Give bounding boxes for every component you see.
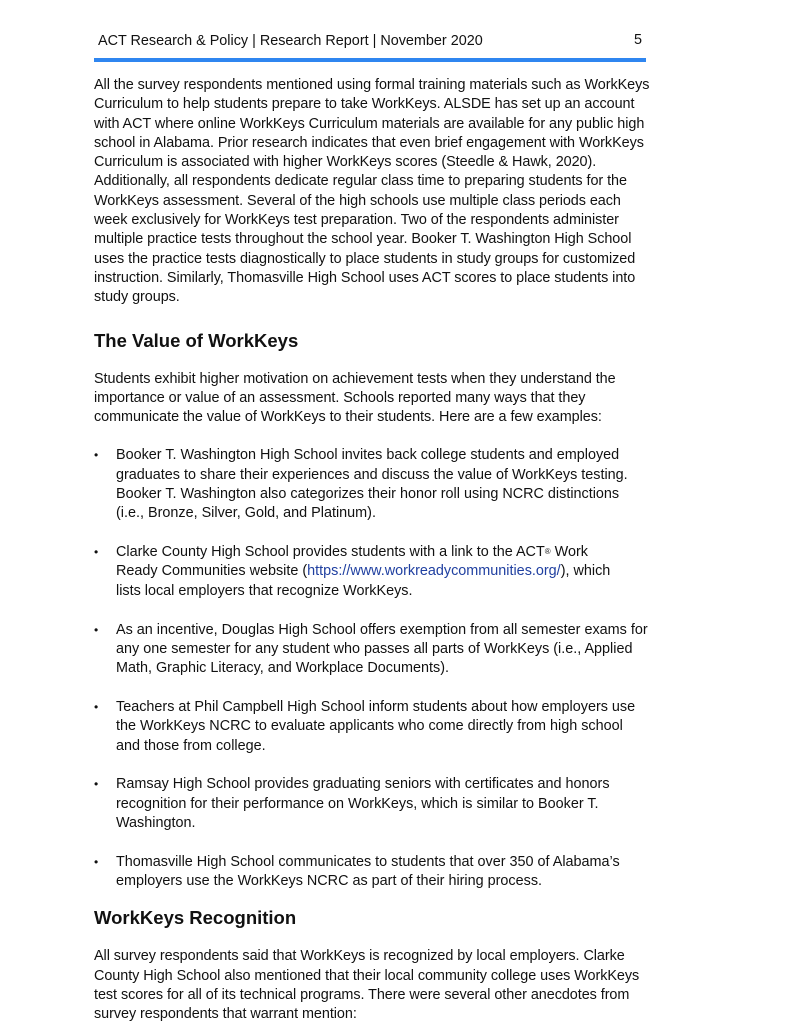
list-item-text: As an incentive, Douglas High School offers exemption from all semester exams for any one semester for any student who passes all parts of WorkKeys (i.e., Applied Math, Graphic Literacy, and Workplace Documents). bbox=[116, 621, 648, 677]
heading-workkeys-recognition: WorkKeys Recognition bbox=[94, 907, 297, 929]
list-item-text: Ramsay High School provides graduating seniors with certificates and honors recognition for their performance on WorkKeys, which is similar to Booker T. Washington. bbox=[116, 776, 610, 831]
list-item bbox=[94, 621, 650, 679]
list-item bbox=[94, 775, 650, 833]
workreadycommunities-link[interactable]: https://www.workreadycommunities.org/ bbox=[307, 563, 561, 580]
heading-value-of-workkeys: The Value of WorkKeys bbox=[94, 329, 299, 351]
list-item bbox=[94, 543, 650, 601]
list-item-text: ), which lists local employers that recognize WorkKeys. bbox=[116, 563, 611, 599]
list-item-text: Teachers at Phil Campbell High School inform students about how employers use the WorkKeys NCRC to evaluate applicants who come directly from high school and those from college. bbox=[116, 698, 636, 754]
list-item-text: Thomasville High School communicates to students that over 350 of Alabama’s employers use the WorkKeys NCRC as part of their hiring process. bbox=[116, 853, 620, 889]
recognition-paragraph: All survey respondents said that WorkKeys is recognized by local employers. Clarke County High School also mentioned that their local community college uses WorkKeys test scores for all of its technical programs. There were several other anecdotes from survey respondents that warrant mention: bbox=[94, 948, 640, 1023]
bullet-icon: • bbox=[94, 854, 99, 869]
value-intro-paragraph: Students exhibit higher motivation on achievement tests when they understand the importance or value of an assessment. Schools reported many ways that they communicate the value of WorkKeys to their students. Here are a few examples: bbox=[94, 370, 616, 426]
list-item-text: Booker T. Washington High School invites back college students and employed graduates to share their experiences and discuss the value of WorkKeys testing. Booker T. Washington also categorizes their honor roll using NCRC distinctions (i.e., Bronze, Silver, Gold, and Platinum). bbox=[116, 447, 628, 522]
header-rule-divider bbox=[94, 58, 646, 62]
bullet-icon: • bbox=[94, 622, 99, 637]
list-item bbox=[94, 853, 650, 892]
running-header-title: ACT Research & Policy | Research Report | November 2020 bbox=[98, 33, 483, 49]
value-examples-list bbox=[94, 446, 650, 891]
bullet-icon: • bbox=[94, 545, 99, 560]
list-item-text: Work Ready Communities website ( bbox=[116, 544, 588, 580]
list-item bbox=[94, 698, 650, 756]
page-header bbox=[94, 30, 646, 52]
page-content bbox=[94, 76, 664, 1024]
page-number: 5 bbox=[633, 32, 642, 48]
bullet-icon: • bbox=[94, 699, 99, 714]
intro-paragraph: All the survey respondents mentioned using formal training materials such as WorkKeys Curriculum to help students prepare to take WorkKeys. ALSDE has set up an account with ACT where online WorkKeys Curriculum materials are available for any public high school in Alabama. Prior research indicates that even brief engagement with WorkKeys Curriculum is associated with higher WorkKeys scores (Steedle & Hawk, 2020). Additionally, all respondents dedicate regular class time to preparing students for the WorkKeys assessment. Several of the high schools use multiple class periods each week exclusively for WorkKeys test preparation. Two of the respondents administer multiple practice tests throughout the school year. Booker T. Washington High School uses the practice tests diagnostically to place students in study groups for customized instruction. Similarly, Thomasville High School uses ACT scores to place students into study groups. bbox=[94, 77, 650, 306]
registered-mark: ® bbox=[544, 547, 551, 557]
list-item bbox=[94, 446, 650, 523]
list-item-text: Clarke County High School provides students with a link to the ACT bbox=[116, 544, 545, 561]
bullet-icon: • bbox=[94, 448, 99, 463]
bullet-icon: • bbox=[94, 777, 99, 792]
